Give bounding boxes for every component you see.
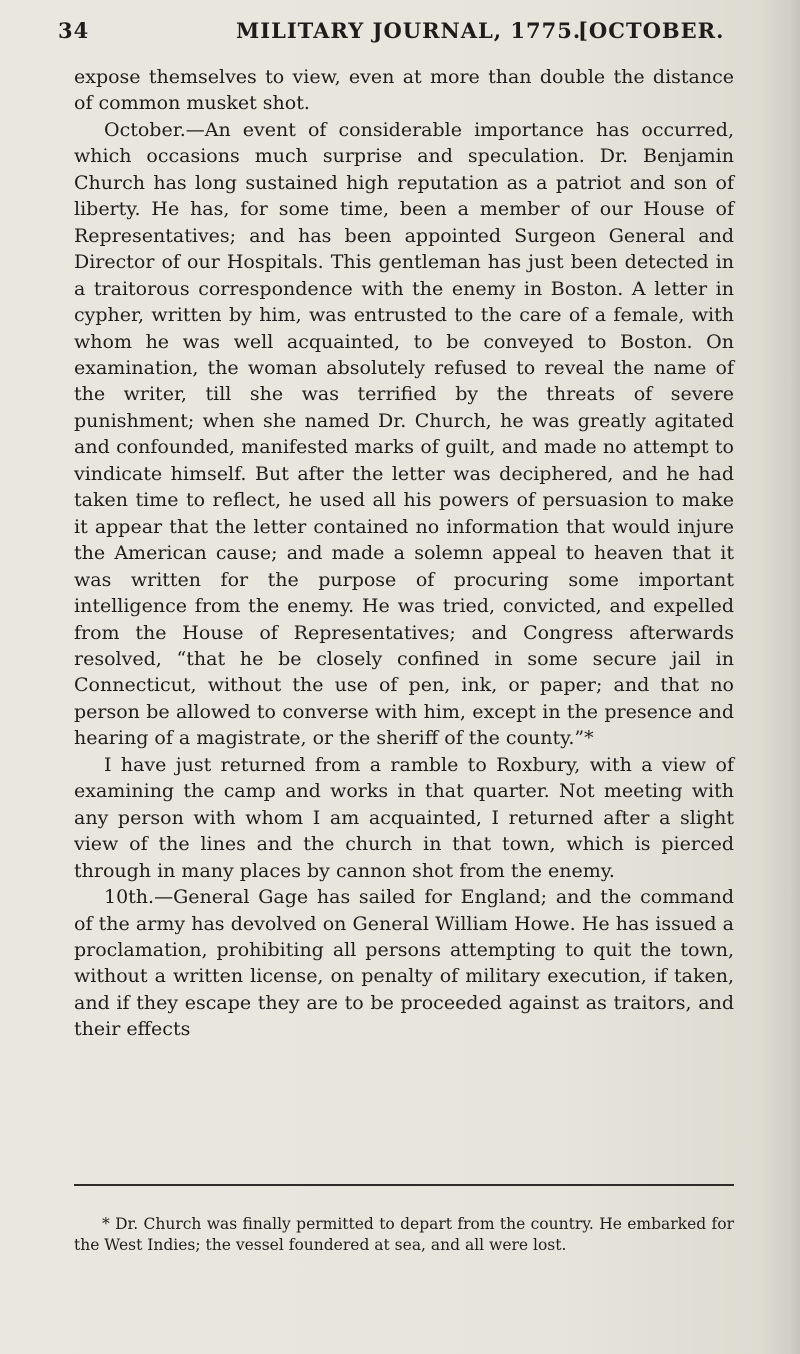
paragraph-continuation: expose themselves to view, even at more than double the distance of common musket shot.: [74, 66, 734, 115]
footnote: * Dr. Church was finally permitted to depart from the country. He embarked for the West Indies; the vessel foundered at sea, and all were lost.: [74, 1214, 734, 1254]
paragraph-october: October.—An event of considerable importance has occurred, which occasions much surprise and speculation. Dr. Benjamin Church has long sustained high reputation as a patriot and son of liberty. He has, for some time, been a member of our House of Representatives; and has been appointed Surgeon General and Director of our Hospitals. This gentleman has just been detected in a traitorous correspondence with the enemy in Boston. A letter in cypher, written by him, was entrusted to the care of a female, with whom he was well acquainted, to be conveyed to Boston. On examination, the woman absolutely refused to reveal the name of the writer, till she was terrified by the threats of severe punishment; when she named Dr. Church, he was greatly agitated and confounded, manifested marks of guilt, and made no attempt to vindicate himself. But after the letter was deciphered, and he had taken time to reflect, he used all his powers of persuasion to make it appear that the letter contained no information that would injure the American cause; and made a solemn appeal to heaven that it was written for the purpose of procuring some important intelligence from the enemy. He was tried, convicted, and expelled from the House of Representatives; and Congress afterwards resolved, “that he be closely confined in some secure jail in Connecticut, without the use of pen, ink, or paper; and that no person be allowed to converse with him, except in the presence and hearing of a magistrate, or the sheriff of the county.”*: [74, 118, 734, 750]
body-text: [74, 64, 734, 1043]
page-edge-shadow: [774, 0, 800, 1354]
paragraph-roxbury: I have just returned from a ramble to Roxbury, with a view of examining the camp and works in that quarter. Not meeting with any person with whom I am acquainted, I returned after a slight view of the lines and the church in that town, which is pierced through in many places by cannon shot from the enemy.: [74, 753, 734, 882]
running-title: MILITARY JOURNAL, 1775.: [236, 18, 582, 43]
running-month: [OCTOBER.: [578, 18, 725, 43]
page-number: 34: [58, 18, 90, 43]
paragraph-10th: 10th.—General Gage has sailed for England; and the command of the army has devolved on General William Howe. He has issued a proclamation, prohibiting all persons attempting to quit the town, without a written license, on penalty of military execution, if taken, and if they escape they are to be proceeded against as traitors, and their effects: [74, 886, 734, 1041]
footnote-divider: [74, 1184, 734, 1186]
page-header: [58, 18, 748, 58]
